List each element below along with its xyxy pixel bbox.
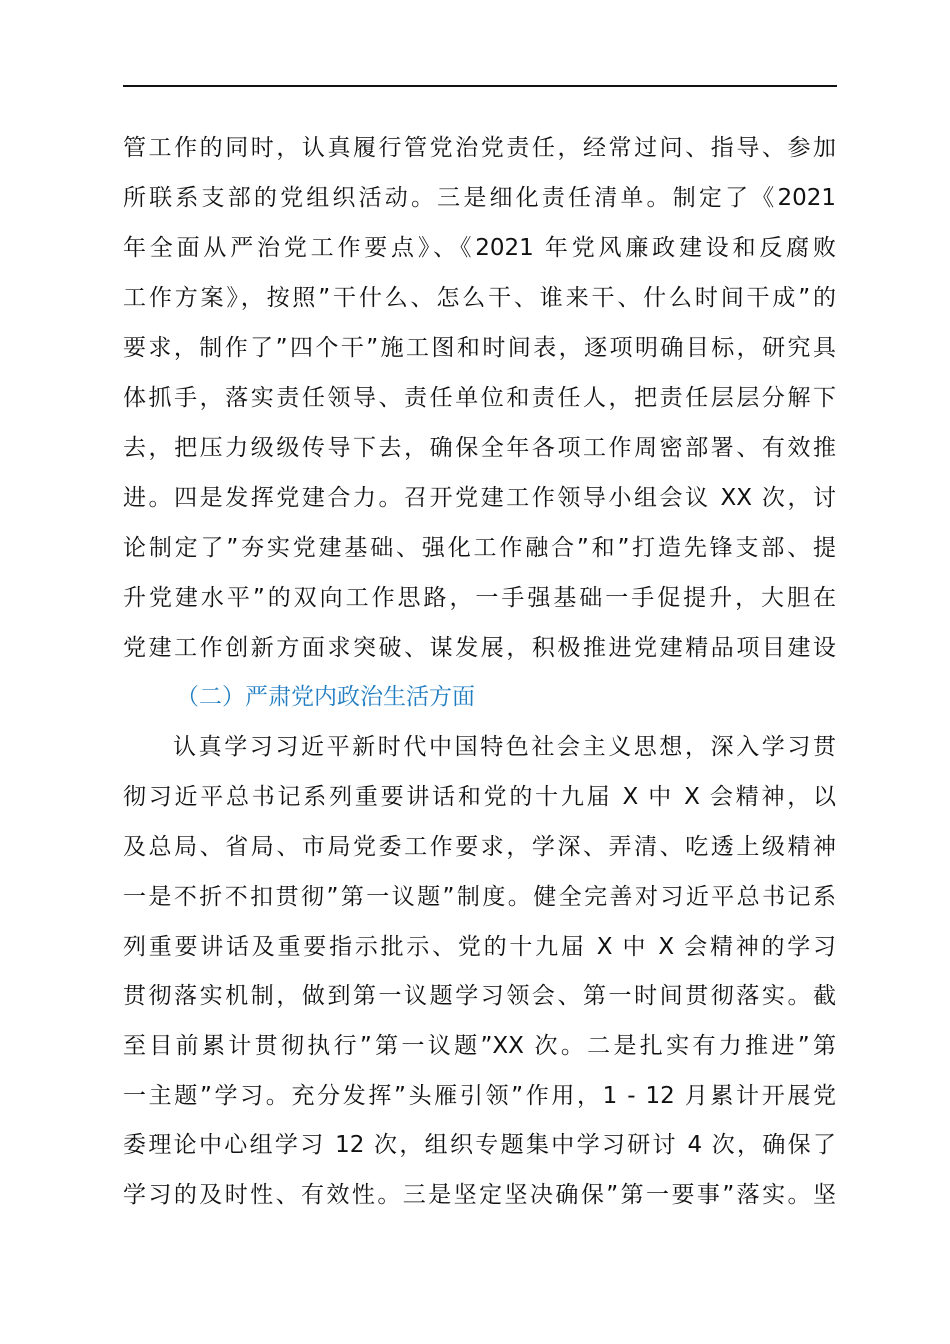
text-line: 贯彻落实机制，做到第一议题学习领会、第一时间贯彻落实。截	[123, 983, 836, 1009]
text-line: 一是不折不扣贯彻”第一议题”制度。健全完善对习近平总书记系	[123, 884, 836, 910]
text-line: 去，把压力级级传导下去，确保全年各项工作周密部署、有效推	[123, 435, 836, 461]
text-line: 党建工作创新方面求突破、谋发展，积极推进党建精品项目建设	[123, 635, 836, 661]
text-line: 所联系支部的党组织活动。三是细化责任清单。制定了《2021	[123, 185, 836, 211]
text-line: 彻习近平总书记系列重要讲话和党的十九届 X 中 X 会精神，以	[123, 784, 836, 810]
text-line: 委理论中心组学习 12 次，组织专题集中学习研讨 4 次，确保了	[123, 1132, 836, 1158]
text-line: 升党建水平”的双向工作思路，一手强基础一手促提升，大胆在	[123, 585, 836, 611]
header-rule	[123, 85, 837, 87]
text-line: 及总局、省局、市局党委工作要求，学深、弄清、吃透上级精神	[123, 834, 836, 860]
text-line: 学习的及时性、有效性。三是坚定坚决确保”第一要事”落实。坚	[123, 1182, 836, 1208]
text-line: 一主题”学习。充分发挥”头雁引领”作用，1 - 12 月累计开展党	[123, 1083, 836, 1109]
text-line: 列重要讲话及重要指示批示、党的十九届 X 中 X 会精神的学习	[123, 934, 836, 960]
text-line: 管工作的同时，认真履行管党治党责任，经常过问、指导、参加	[123, 135, 836, 161]
text-line: 年全面从严治党工作要点》、《2021 年党风廉政建设和反腐败	[123, 235, 836, 261]
section-heading: （二）严肃党内政治生活方面	[176, 684, 475, 710]
text-line: 要求，制作了”四个干”施工图和时间表，逐项明确目标，研究具	[123, 335, 836, 361]
text-line: 认真学习习近平新时代中国特色社会主义思想，深入学习贯	[173, 734, 836, 760]
text-line: 至目前累计贯彻执行”第一议题”XX 次。二是扎实有力推进”第	[123, 1033, 836, 1059]
text-line: 论制定了”夯实党建基础、强化工作融合”和”打造先锋支部、提	[123, 535, 836, 561]
text-line: 进。四是发挥党建合力。召开党建工作领导小组会议 XX 次，讨	[123, 485, 836, 511]
text-line: 工作方案》，按照”干什么、怎么干、谁来干、什么时间干成”的	[123, 285, 836, 311]
text-line: 体抓手，落实责任领导、责任单位和责任人，把责任层层分解下	[123, 385, 836, 411]
